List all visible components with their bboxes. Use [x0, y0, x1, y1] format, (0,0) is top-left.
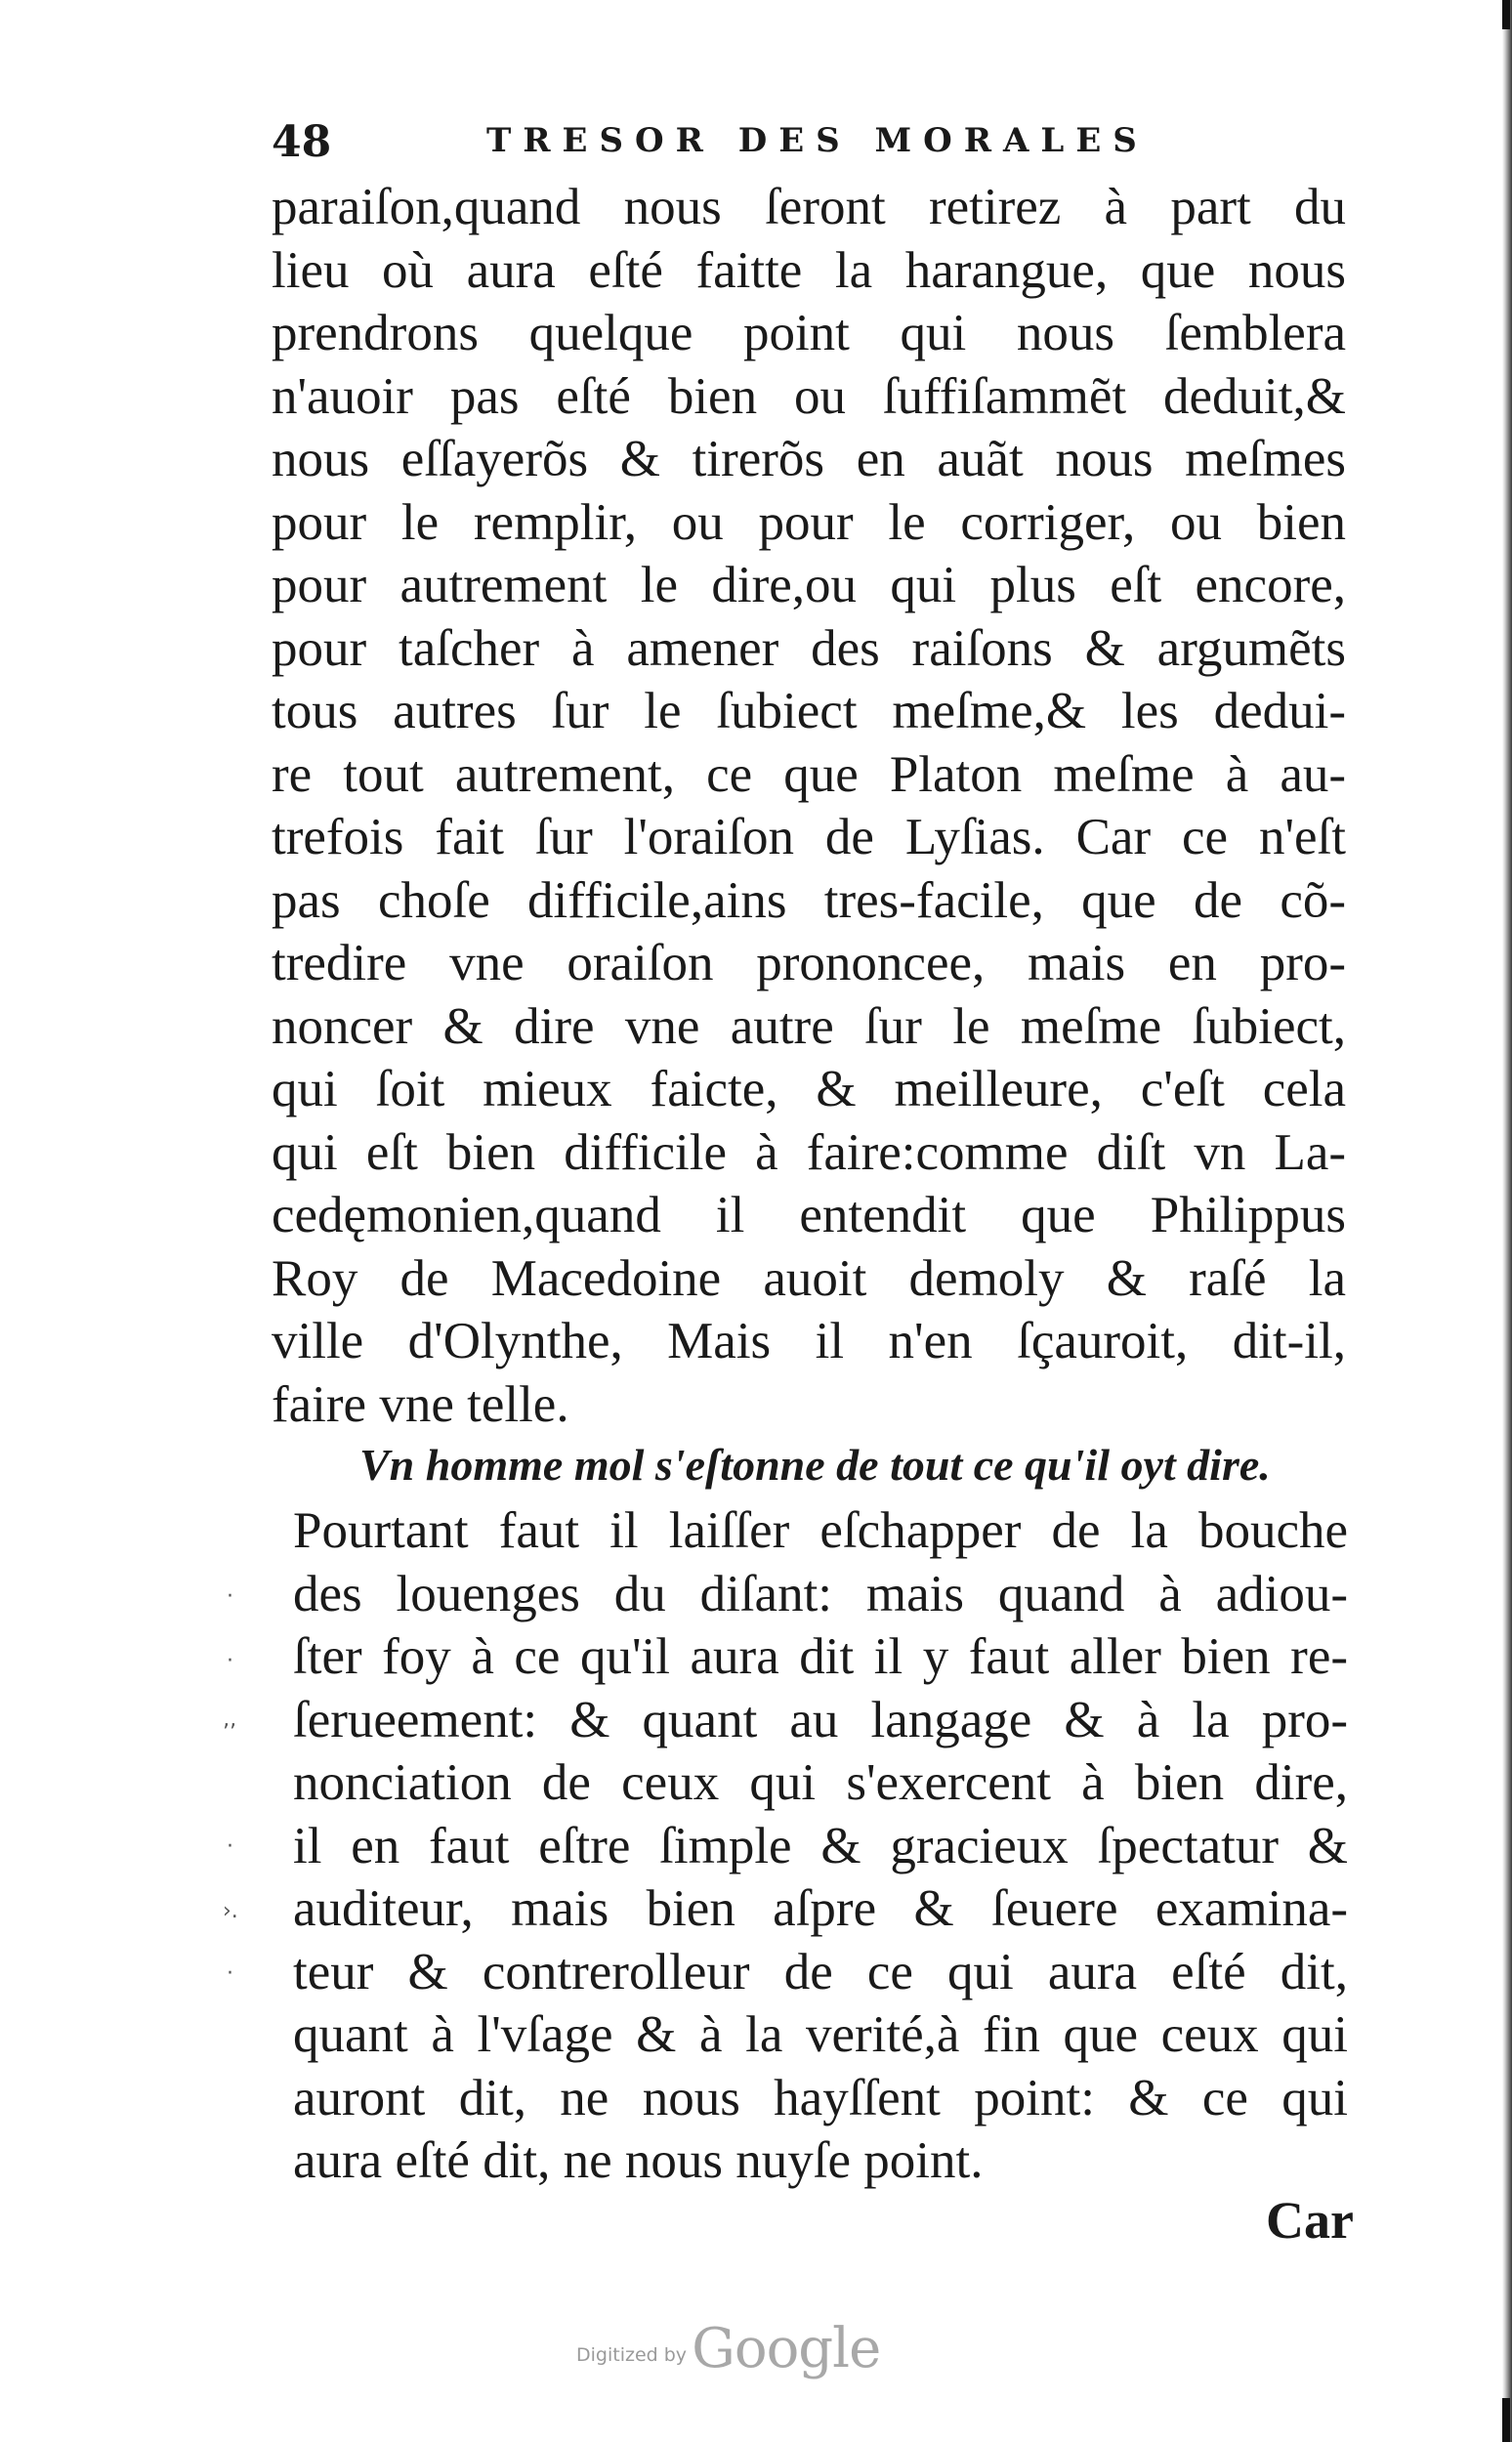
- running-head: [272, 117, 1326, 166]
- watermark-prefix: Digitized by: [576, 2344, 688, 2366]
- margin-mark: ‚‚: [223, 1707, 236, 1732]
- paragraph-2: [293, 1499, 1348, 2193]
- text-line: qui ſoit mieux faicte, & meilleure, c'eſt cela: [272, 1061, 1346, 1117]
- text-line: teur & contrerolleur de ce qui aura eſté dit,: [293, 1943, 1348, 2000]
- text-line: auditeur, mais bien aſpre & ſeuere examina-: [293, 1880, 1348, 1937]
- text-line: pour le remplir, ou pour le corriger, ou bien: [272, 493, 1346, 551]
- text-line: ſter foy à ce qu'il aura dit il y faut aller bien re-: [293, 1628, 1348, 1685]
- text-line: quant à l'vſage & à la verité,à fin que ceux qui: [293, 2006, 1348, 2063]
- digitized-watermark: [576, 2317, 881, 2380]
- text-line: pas choſe difficile,ains tres-facile, que de cõ-: [272, 871, 1346, 929]
- text-line: paraiſon,quand nous ſeront retirez à part du: [272, 179, 1346, 235]
- binding-edge: [1502, 0, 1512, 2442]
- section-heading: Vn homme mol s'eſtonne de tout ce qu'il oyt dire.: [359, 1440, 1271, 1490]
- text-line: ville d'Olynthe, Mais il n'en ſçauroit, dit-il,: [272, 1313, 1346, 1369]
- text-line: Roy de Macedoine auoit demoly & raſé la: [272, 1249, 1346, 1307]
- text-line: n'auoir pas eſté bien ou ſuffiſammẽt deduit,&: [272, 367, 1346, 425]
- text-line: auront dit, ne nous hayſſent point: & ce qui: [293, 2069, 1348, 2126]
- text-line: qui eſt bien difficile à faire:comme diſt vn La-: [272, 1123, 1346, 1181]
- google-logo: Google: [692, 2317, 881, 2380]
- text-line: faire vne telle.: [272, 1375, 569, 1433]
- text-line: prendrons quelque point qui nous ſemblera: [272, 305, 1346, 361]
- margin-mark: ·: [227, 1834, 233, 1859]
- text-line: lieu où aura eſté faitte la harangue, que nous: [272, 241, 1346, 299]
- text-line: trefois fait ſur l'oraiſon de Lyſias. Car ce n'eſt: [272, 809, 1346, 865]
- text-line: cedęmonien,quand il entendit que Philippus: [272, 1187, 1346, 1243]
- binding-notch: [1502, 0, 1510, 29]
- text-line: pour autrement le dire,ou qui plus eſt encore,: [272, 557, 1346, 613]
- paragraph-1: [272, 176, 1346, 1436]
- margin-mark: ·: [227, 1649, 233, 1673]
- margin-mark: ·: [227, 1961, 233, 1986]
- margin-mark: ›.: [223, 1899, 238, 1923]
- text-line: tredire vne oraiſon prononcee, mais en pro-: [272, 935, 1346, 991]
- page-number: 48: [272, 117, 332, 167]
- text-line: Pourtant faut il laiſſer eſchapper de la bouche: [293, 1502, 1348, 1559]
- binding-notch: [1502, 2398, 1510, 2442]
- text-line: tous autres ſur le ſubiect meſme,& les dedui-: [272, 683, 1346, 739]
- catchword: Car: [1266, 2191, 1354, 2250]
- text-line: aura eſté dit, ne nous nuyſe point.: [293, 2132, 984, 2189]
- text-line: nous eſſayerõs & tirerõs en auãt nous meſmes: [272, 431, 1346, 487]
- text-line: nonciation de ceux qui s'exercent à bien dire,: [293, 1754, 1348, 1811]
- text-line: des louenges du diſant: mais quand à adiou-: [293, 1565, 1348, 1622]
- text-line: il en faut eſtre ſimple & gracieux ſpectatur &: [293, 1817, 1348, 1874]
- running-title: TRESOR DES MORALES: [486, 121, 1149, 160]
- margin-mark: ·: [227, 1584, 233, 1609]
- text-line: ſerueement: & quant au langage & à la pro-: [293, 1691, 1348, 1748]
- text-line: pour taſcher à amener des raiſons & argumẽts: [272, 619, 1346, 677]
- text-line: re tout autrement, ce que Platon meſme à au-: [272, 745, 1346, 803]
- text-line: noncer & dire vne autre ſur le meſme ſubiect,: [272, 997, 1346, 1055]
